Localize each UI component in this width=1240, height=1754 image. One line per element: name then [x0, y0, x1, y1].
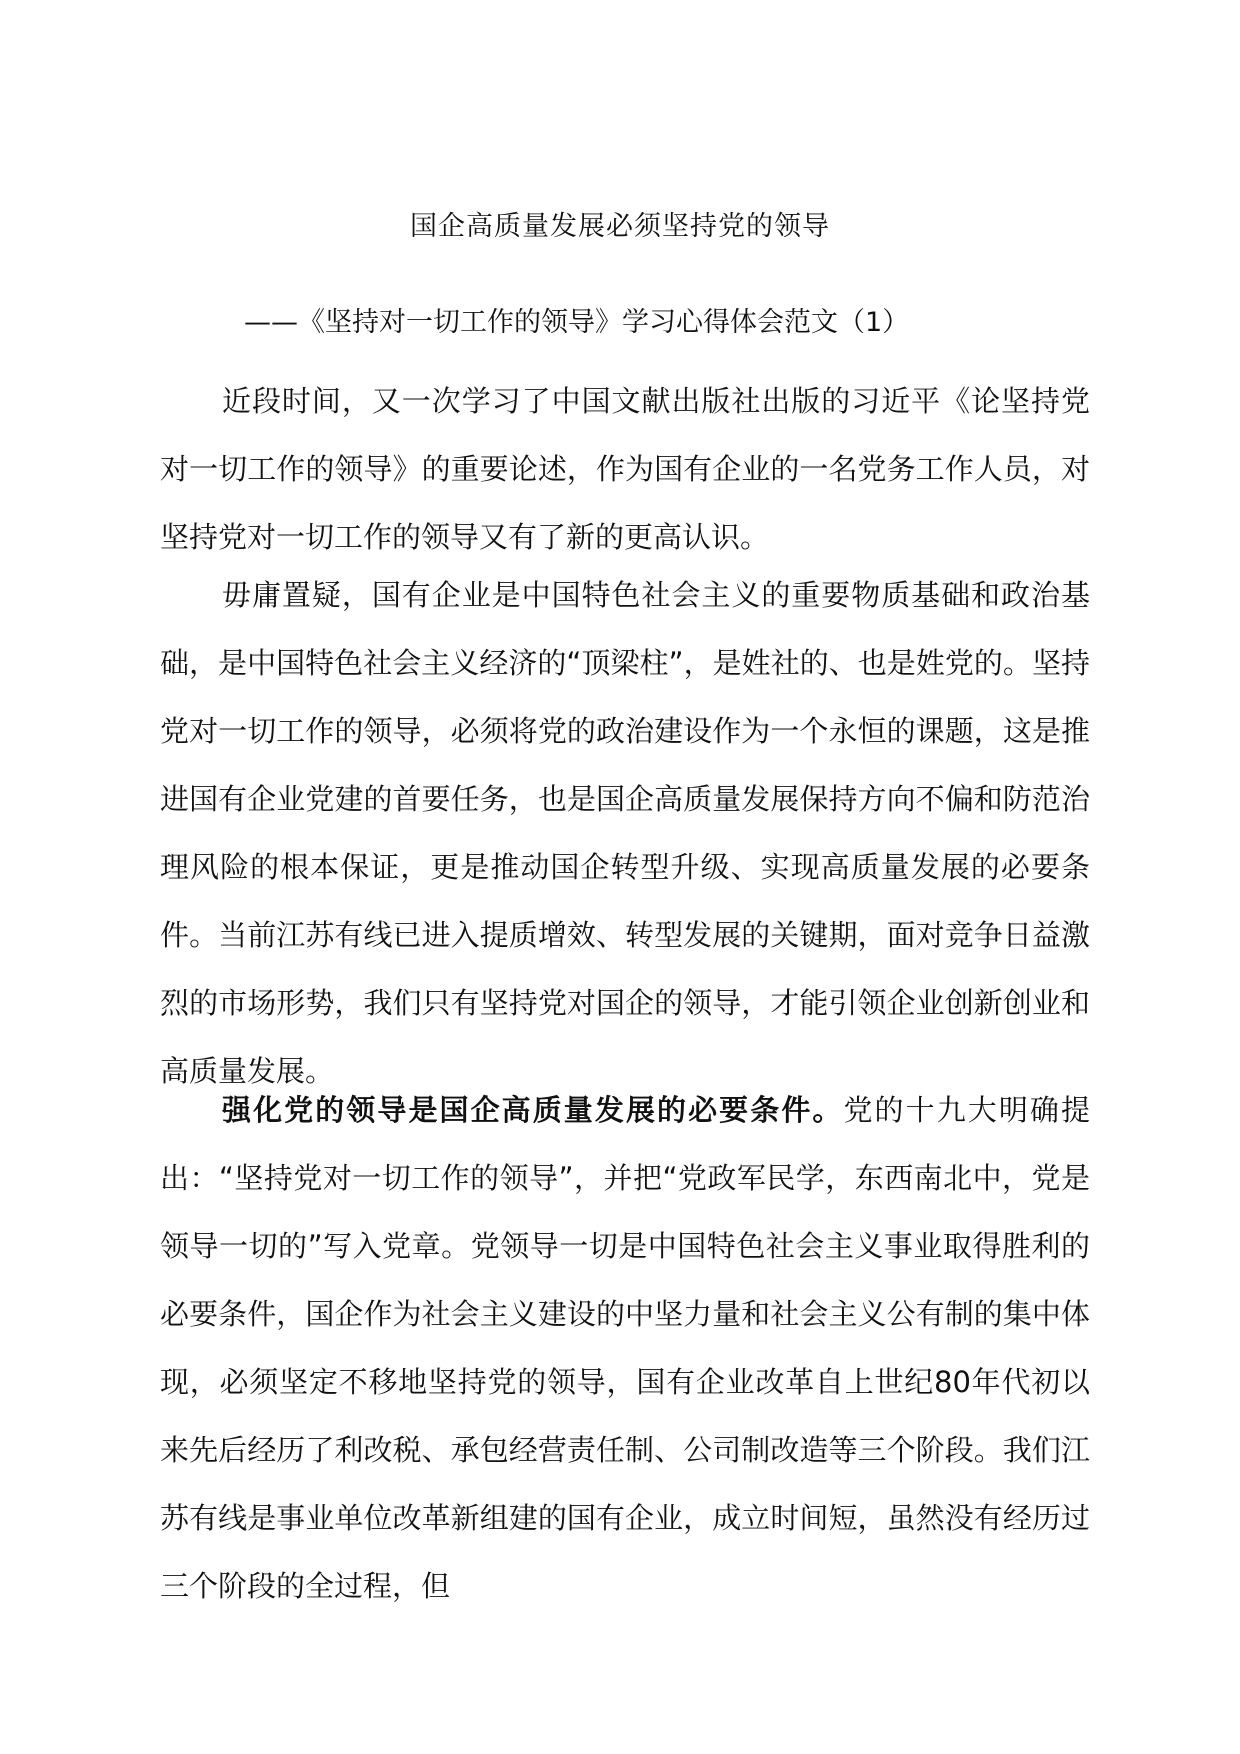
paragraph-text: 近段时间，又一次学习了中国文献出版社出版的习近平《论坚持党对一切工作的领导》的重要论述，作为国有企业的一名党务工作人员，对坚持党对一切工作的领导又有了新的更高认识。: [160, 384, 1090, 554]
document-title: 国企高质量发展必须坚持党的领导: [410, 211, 830, 242]
paragraph-background: [160, 561, 1090, 1105]
paragraph-intro: [160, 367, 1090, 571]
document-subtitle: ——《坚持对一切工作的领导》学习心得体会范文（1）: [244, 307, 910, 338]
section-heading-lead: 强化党的领导是国企高质量发展的必要条件。: [222, 1093, 844, 1127]
paragraph-text: 毋庸置疑，国有企业是中国特色社会主义的重要物质基础和政治基础，是中国特色社会主义经济的“顶梁柱”，是姓社的、也是姓党的。坚持党对一切工作的领导，必须将党的政治建设作为一个永恒的课题，这是推进国有企业党建的首要任务，也是国企高质量发展保持方向不偏和防范治理风险的根本保证，更是推动国企转型升级、实现高质量发展的必要条件。当前江苏有线已进入提质增效、转型发展的关键期，面对竞争日益激烈的市场形势，我们只有坚持党对国企的领导，才能引领企业创新创业和高质量发展。: [160, 578, 1090, 1088]
paragraph-section-one: [160, 1076, 1090, 1620]
paragraph-text: 党的十九大明确提出：“坚持党对一切工作的领导”，并把“党政军民学，东西南北中，党是领导一切的”写入党章。党领导一切是中国特色社会主义事业取得胜利的必要条件，国企作为社会主义建设的中坚力量和社会主义公有制的集中体现，必须坚定不移地坚持党的领导，国有企业改革自上世纪80年代初以来先后经历了利改税、承包经营责任制、公司制改造等三个阶段。我们江苏有线是事业单位改革新组建的国有企业，成立时间短，虽然没有经历过三个阶段的全过程，但: [160, 1093, 1090, 1603]
